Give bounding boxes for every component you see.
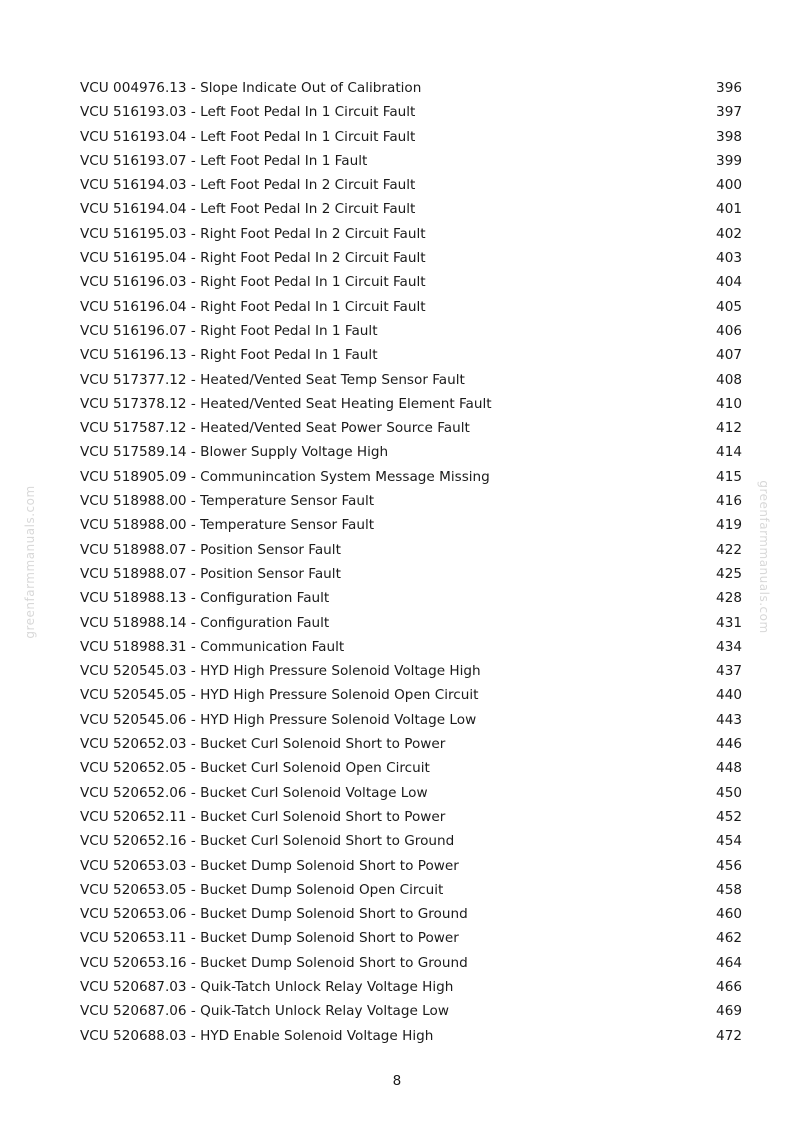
watermark-left: greenfarmmanuals.com <box>23 485 37 639</box>
toc-entry-title: VCU 520687.03 - Quik-Tatch Unlock Relay Voltage High <box>80 978 454 995</box>
toc-entry-page: 446 <box>716 736 742 753</box>
toc-entry-title: VCU 520652.16 - Bucket Curl Solenoid Short to Ground <box>80 833 455 850</box>
toc-entry-page: 456 <box>716 857 742 874</box>
toc-entry-title: VCU 520545.03 - HYD High Pressure Solenoid Voltage High <box>80 663 481 680</box>
toc-entry[interactable] <box>80 319 742 343</box>
toc-entry[interactable] <box>80 586 742 610</box>
toc-entry-title: VCU 518988.00 - Temperature Sensor Fault <box>80 517 375 534</box>
toc-entry[interactable] <box>80 659 742 683</box>
toc-entry-page: 450 <box>716 784 742 801</box>
toc-entry-title: VCU 520652.05 - Bucket Curl Solenoid Open Circuit <box>80 760 430 777</box>
toc-entry-page: 422 <box>716 541 742 558</box>
toc-entry-page: 410 <box>716 395 742 412</box>
toc-entry-page: 431 <box>716 614 742 631</box>
toc-entry[interactable] <box>80 76 742 100</box>
toc-entry[interactable] <box>80 538 742 562</box>
toc-entry-page: 405 <box>716 298 742 315</box>
toc-entry-title: VCU 516193.03 - Left Foot Pedal In 1 Circuit Fault <box>80 104 416 121</box>
toc-entry-title: VCU 517587.12 - Heated/Vented Seat Power Source Fault <box>80 420 470 437</box>
toc-entry-title: VCU 004976.13 - Slope Indicate Out of Calibration <box>80 80 422 96</box>
toc-entry-page: 400 <box>716 177 742 194</box>
toc-entry[interactable] <box>80 708 742 732</box>
toc-entry-title: VCU 517378.12 - Heated/Vented Seat Heating Element Fault <box>80 395 492 412</box>
toc-entry-page: 434 <box>716 638 742 655</box>
toc-entry-page: 403 <box>716 250 742 267</box>
toc-entry-title: VCU 518905.09 - Communincation System Message Missing <box>80 468 490 485</box>
toc-entry-title: VCU 520653.03 - Bucket Dump Solenoid Short to Power <box>80 857 459 874</box>
toc-entry-page: 454 <box>716 833 742 850</box>
toc-entry-page: 414 <box>716 444 742 461</box>
toc-entry[interactable] <box>80 781 742 805</box>
toc-entry-page: 437 <box>716 663 742 680</box>
toc-entry-page: 399 <box>716 152 742 169</box>
toc-entry-page: 472 <box>716 1027 742 1044</box>
toc-entry-title: VCU 520687.06 - Quik-Tatch Unlock Relay Voltage Low <box>80 1003 449 1020</box>
toc-entry[interactable] <box>80 805 742 829</box>
toc-entry-title: VCU 516195.03 - Right Foot Pedal In 2 Circuit Fault <box>80 225 426 242</box>
toc-entry[interactable] <box>80 440 742 464</box>
toc-entry-page: 401 <box>716 201 742 218</box>
toc-entry-title: VCU 518988.13 - Configuration Fault <box>80 590 330 607</box>
toc-entry-title: VCU 516196.13 - Right Foot Pedal In 1 Fault <box>80 347 378 364</box>
toc-entry-title: VCU 518988.00 - Temperature Sensor Fault <box>80 493 375 510</box>
toc-entry-page: 408 <box>716 371 742 388</box>
toc-entry-title: VCU 520545.05 - HYD High Pressure Solenoid Open Circuit <box>80 687 479 704</box>
toc-entry[interactable] <box>80 173 742 197</box>
toc-entry-title: VCU 517589.14 - Blower Supply Voltage High <box>80 444 389 461</box>
toc-entry[interactable] <box>80 246 742 270</box>
toc-entry[interactable] <box>80 392 742 416</box>
toc-entry-title: VCU 518988.31 - Communication Fault <box>80 638 345 655</box>
toc-entry[interactable] <box>80 829 742 853</box>
toc-entry-page: 448 <box>716 760 742 777</box>
toc-entry-title: VCU 520545.06 - HYD High Pressure Solenoid Voltage Low <box>80 711 477 728</box>
toc-entry[interactable] <box>80 125 742 149</box>
toc-entry[interactable] <box>80 343 742 367</box>
toc-entry-page: 398 <box>716 128 742 145</box>
toc-entry-page: 460 <box>716 906 742 923</box>
toc-entry-page: 407 <box>716 347 742 364</box>
toc-entry[interactable] <box>80 683 742 707</box>
toc-entry-title: VCU 520653.11 - Bucket Dump Solenoid Short to Power <box>80 930 459 947</box>
toc-entry-title: VCU 516196.04 - Right Foot Pedal In 1 Circuit Fault <box>80 298 426 315</box>
toc-entry-page: 425 <box>716 565 742 582</box>
toc-entry[interactable] <box>80 368 742 392</box>
toc-entry-page: 406 <box>716 322 742 339</box>
table-of-contents <box>80 76 742 1048</box>
toc-entry-page: 466 <box>716 978 742 995</box>
toc-entry-title: VCU 520653.16 - Bucket Dump Solenoid Short to Ground <box>80 954 468 971</box>
toc-entry[interactable] <box>80 222 742 246</box>
toc-entry[interactable] <box>80 635 742 659</box>
toc-entry-page: 452 <box>716 808 742 825</box>
page-number: 8 <box>392 1073 402 1089</box>
toc-entry[interactable] <box>80 902 742 926</box>
toc-entry-title: VCU 516193.04 - Left Foot Pedal In 1 Circuit Fault <box>80 128 416 145</box>
toc-entry[interactable] <box>80 999 742 1023</box>
toc-entry-page: 397 <box>716 104 742 121</box>
toc-entry[interactable] <box>80 149 742 173</box>
toc-entry[interactable] <box>80 513 742 537</box>
toc-entry-page: 404 <box>716 274 742 291</box>
toc-entry[interactable] <box>80 926 742 950</box>
toc-entry[interactable] <box>80 465 742 489</box>
toc-entry[interactable] <box>80 416 742 440</box>
toc-entry[interactable] <box>80 756 742 780</box>
toc-entry[interactable] <box>80 100 742 124</box>
toc-entry[interactable] <box>80 562 742 586</box>
toc-entry[interactable] <box>80 951 742 975</box>
toc-entry-title: VCU 518988.07 - Position Sensor Fault <box>80 565 341 582</box>
toc-entry-title: VCU 518988.07 - Position Sensor Fault <box>80 541 341 558</box>
toc-entry-page: 402 <box>716 225 742 242</box>
toc-entry[interactable] <box>80 197 742 221</box>
toc-entry-page: 416 <box>716 493 742 510</box>
toc-entry[interactable] <box>80 295 742 319</box>
toc-entry-page: 469 <box>716 1003 742 1020</box>
toc-entry[interactable] <box>80 270 742 294</box>
toc-entry[interactable] <box>80 489 742 513</box>
toc-entry-title: VCU 520688.03 - HYD Enable Solenoid Voltage High <box>80 1027 434 1044</box>
toc-entry-page: 443 <box>716 711 742 728</box>
toc-entry-title: VCU 516196.03 - Right Foot Pedal In 1 Circuit Fault <box>80 274 426 291</box>
toc-entry-title: VCU 517377.12 - Heated/Vented Seat Temp Sensor Fault <box>80 371 465 388</box>
toc-entry[interactable] <box>80 732 742 756</box>
toc-entry-title: VCU 516194.03 - Left Foot Pedal In 2 Circuit Fault <box>80 177 416 194</box>
toc-entry-title: VCU 518988.14 - Configuration Fault <box>80 614 330 631</box>
toc-entry-title: VCU 520653.06 - Bucket Dump Solenoid Short to Ground <box>80 906 468 923</box>
toc-entry-page: 396 <box>716 80 742 96</box>
toc-entry-page: 412 <box>716 420 742 437</box>
toc-entry[interactable] <box>80 975 742 999</box>
toc-entry-title: VCU 516195.04 - Right Foot Pedal In 2 Circuit Fault <box>80 250 426 267</box>
toc-entry-page: 428 <box>716 590 742 607</box>
toc-entry-title: VCU 520652.11 - Bucket Curl Solenoid Short to Power <box>80 808 446 825</box>
toc-entry-page: 462 <box>716 930 742 947</box>
toc-entry-page: 419 <box>716 517 742 534</box>
toc-entry-page: 464 <box>716 954 742 971</box>
toc-entry[interactable] <box>80 878 742 902</box>
toc-entry-title: VCU 520652.03 - Bucket Curl Solenoid Short to Power <box>80 736 446 753</box>
toc-entry-title: VCU 520653.05 - Bucket Dump Solenoid Open Circuit <box>80 881 444 898</box>
toc-entry[interactable] <box>80 854 742 878</box>
watermark-right: greenfarmmanuals.com <box>757 480 771 634</box>
toc-entry-title: VCU 516194.04 - Left Foot Pedal In 2 Circuit Fault <box>80 201 416 218</box>
toc-entry-title: VCU 520652.06 - Bucket Curl Solenoid Voltage Low <box>80 784 428 801</box>
toc-entry-page: 415 <box>716 468 742 485</box>
toc-entry-page: 440 <box>716 687 742 704</box>
toc-entry[interactable] <box>80 1024 742 1048</box>
toc-entry-title: VCU 516196.07 - Right Foot Pedal In 1 Fault <box>80 322 378 339</box>
toc-entry-title: VCU 516193.07 - Left Foot Pedal In 1 Fault <box>80 152 368 169</box>
toc-entry-page: 458 <box>716 881 742 898</box>
toc-entry[interactable] <box>80 611 742 635</box>
